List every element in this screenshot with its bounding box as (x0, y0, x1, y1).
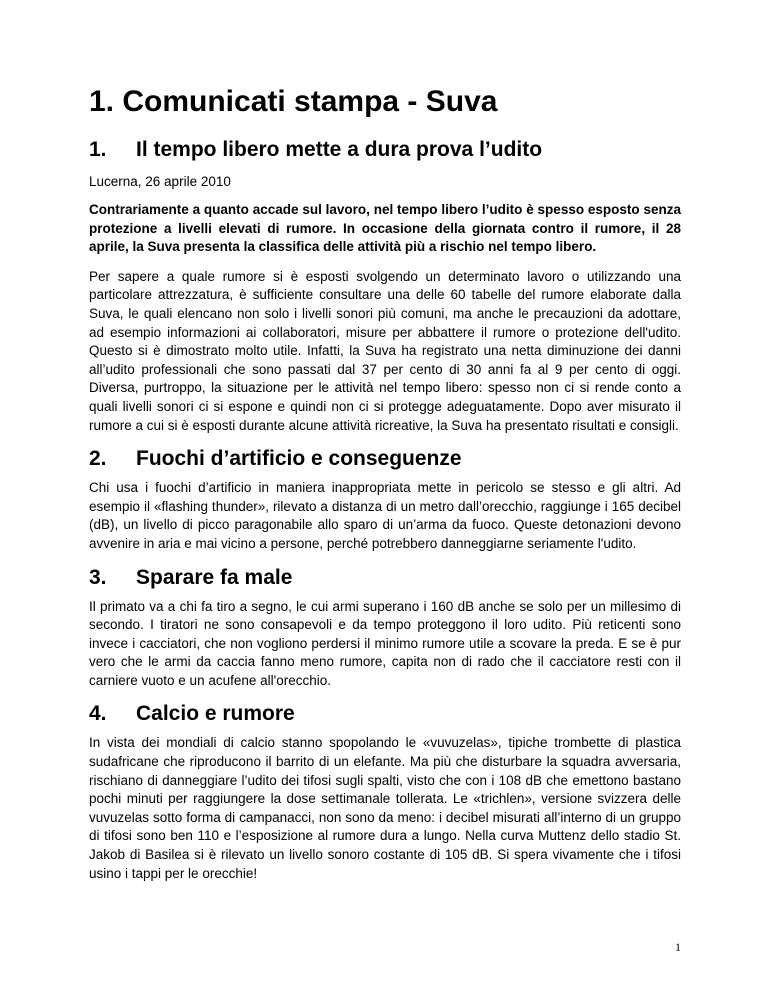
press-release-heading: Il tempo libero mette a dura prova l’udito (136, 138, 543, 161)
section-number: 2. (89, 447, 107, 471)
press-release-number: 1. (89, 138, 107, 161)
section-paragraph-football: In vista dei mondiali di calcio stanno spopolando le «vuvuzelas», tipiche trombette di plastica sudafricane che riproducono il barrito di un elefante. Ma più che disturbare la squadra avversaria, rischiano di danneggiare l’udito dei tifosi sugli spalti, visto che con i 108 dB che emettono bastano pochi minuti per raggiungere la dose settimanale tollerata. Le «trichlen», versione svizzera delle vuvuzelas sotto forma di campanacci, non sono da meno: i decibel misurati all’interno di un gruppo di tifosi sono ben 110 e l’esposizione al rumore dura a lungo. Nella curva Muttenz dello stadio St. Jakob di Basilea si è rilevato un livello sonoro costante di 105 dB. Si spera vivamente che i tifosi usino i tappi per le orecchie! (89, 735, 681, 881)
intro-paragraph: Per sapere a quale rumore si è esposti svolgendo un determinato lavoro o utilizzando una particolare attrezzatura, è sufficiente consultare una delle 60 tabelle del rumore elaborate dalla Suva, le quali elencano non solo i livelli sonori più comuni, ma anche le precauzioni da adottare, ad esempio informazioni ai collaboratori, misure per abbattere il rumore o protezione dell'udito. Questo si è dimostrato molto utile. Infatti, la Suva ha registrato una netta diminuzione dei danni all’udito professionali che sono passati dal 37 per cento di 30 anni fa al 9 per cento di oggi. Diversa, purtroppo, la situazione per le attività nel tempo libero: spesso non ci si rende conto a quali livelli sonori ci si espone e quindi non ci si protegge adeguatamente. Dopo aver misurato il rumore a cui si è esposti durante alcune attività ricreative, la Suva ha presentato risultati e consigli. (89, 268, 681, 433)
section-heading-text: Fuochi d’artificio e conseguenze (136, 447, 462, 471)
section-number: 4. (89, 702, 107, 726)
press-release-title (89, 137, 542, 162)
section-heading-football (89, 701, 681, 727)
section-paragraph-shooting: Il primato va a chi fa tiro a segno, le cui armi superano i 160 dB anche se solo per un millesimo di secondo. I tiratori ne sono consapevoli e da tempo proteggono il loro udito. Più reticenti sono invece i cacciatori, che non vogliono perdersi il minimo rumore utile a scovare la preda. E se è pur vero che le armi da caccia fanno meno rumore, capita non di rado che il cacciatore resti con il carniere vuoto e un acufene all'orecchio. (89, 598, 681, 688)
document-title: 1. Comunicati stampa - Suva (89, 85, 498, 118)
dateline: Lucerna, 26 aprile 2010 (89, 174, 231, 189)
section-heading-text: Calcio e rumore (136, 702, 295, 726)
article-body (89, 201, 681, 894)
page-number: 1 (675, 940, 681, 954)
section-heading-fireworks (89, 446, 681, 472)
section-number: 3. (89, 565, 107, 589)
section-paragraph-fireworks: Chi usa i fuochi d’artificio in maniera inappropriata mette in pericolo se stesso e gli altri. Ad esempio il «flashing thunder», rilevato a distanza di un metro dall’orecchio, raggiunge i 165 decibel (dB), un livello di picco paragonabile allo sparo di un’arma da fuoco. Queste detonazioni devono avvenire in aria e mai vicino a persone, perché potrebbero danneggiarne seriamente l'udito. (89, 480, 681, 551)
document-page (89, 0, 681, 994)
section-heading-text: Sparare fa male (136, 565, 293, 589)
lead-paragraph: Contrariamente a quanto accade sul lavoro, nel tempo libero l’udito è spesso esposto senza protezione a livelli elevati di rumore. In occasione della giornata contro il rumore, il 28 aprile, la Suva presenta la classifica delle attività più a rischio nel tempo libero. (89, 202, 681, 255)
section-heading-shooting (89, 565, 681, 591)
